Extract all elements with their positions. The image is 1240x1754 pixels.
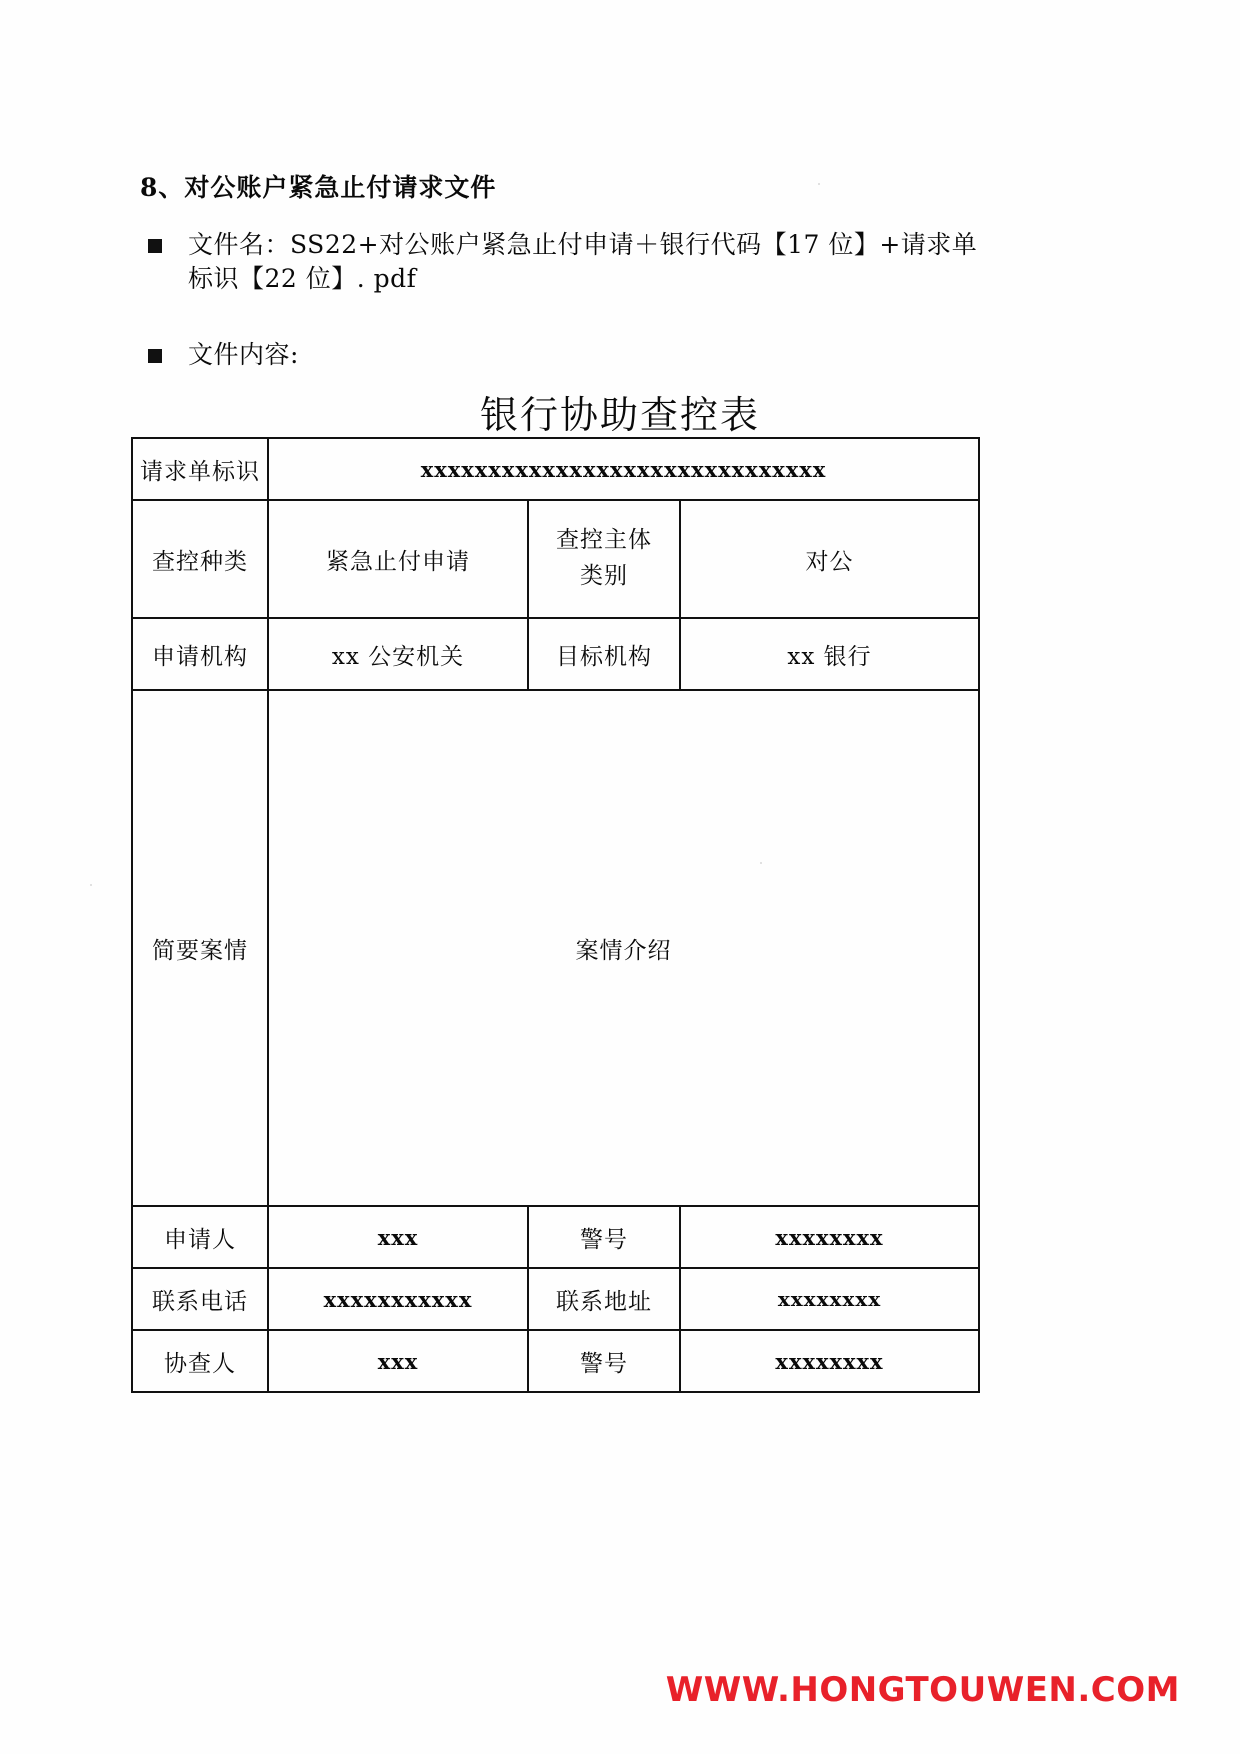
cell-value-target-org: xx 银行 — [680, 618, 979, 690]
cell-label-police-id-2: 警号 — [528, 1330, 680, 1392]
bullet-item-filename — [148, 228, 978, 296]
cell-value-applicant-org: xx 公安机关 — [268, 618, 528, 690]
cell-label-applicant-org: 申请机构 — [132, 618, 268, 690]
table-row — [132, 438, 979, 500]
table-row — [132, 1206, 979, 1268]
cell-label-subject-category — [528, 500, 680, 618]
bullet-item-content — [148, 338, 299, 372]
table-row — [132, 618, 979, 690]
cell-value-contact-address: xxxxxxxx — [680, 1268, 979, 1330]
scan-speck — [760, 862, 762, 864]
bullet-filename-text: 文件名：SS22+对公账户紧急止付申请＋银行代码【17 位】+请求单标识【22 位】. pdf — [188, 230, 978, 293]
cell-value-assisting-officer: xxx — [268, 1330, 528, 1392]
scan-speck — [818, 183, 820, 185]
cell-value-applicant: xxx — [268, 1206, 528, 1268]
cell-value-police-id-1: xxxxxxxx — [680, 1206, 979, 1268]
cell-label-target-org: 目标机构 — [528, 618, 680, 690]
section-heading: 8、对公账户紧急止付请求文件 — [140, 173, 497, 202]
square-bullet-icon — [148, 239, 162, 253]
cell-label-case-summary: 简要案情 — [132, 690, 268, 1206]
cell-label-inquiry-type: 查控种类 — [132, 500, 268, 618]
table-row — [132, 690, 979, 1206]
cell-label-contact-phone: 联系电话 — [132, 1268, 268, 1330]
cell-value-case-summary: 案情介绍 — [268, 690, 979, 1206]
cell-label-assisting-officer: 协查人 — [132, 1330, 268, 1392]
table-row — [132, 1330, 979, 1392]
cell-label-request-id: 请求单标识 — [132, 438, 268, 500]
square-bullet-icon — [148, 349, 162, 363]
cell-label-applicant: 申请人 — [132, 1206, 268, 1268]
bullet-content-text: 文件内容: — [188, 340, 299, 369]
cell-value-request-id: xxxxxxxxxxxxxxxxxxxxxxxxxxxxxx — [268, 438, 979, 500]
bank-assistance-form-table — [131, 437, 980, 1393]
table-row — [132, 500, 979, 618]
cell-value-inquiry-type: 紧急止付申请 — [268, 500, 528, 618]
table-row — [132, 1268, 979, 1330]
cell-label-subject-category-line1: 查控主体 — [556, 527, 652, 554]
cell-value-police-id-2: xxxxxxxx — [680, 1330, 979, 1392]
cell-value-subject-category: 对公 — [680, 500, 979, 618]
cell-label-contact-address: 联系地址 — [528, 1268, 680, 1330]
scan-speck — [90, 884, 92, 886]
cell-label-police-id-1: 警号 — [528, 1206, 680, 1268]
site-watermark: WWW.HONGTOUWEN.COM — [665, 1670, 1180, 1710]
cell-value-contact-phone: xxxxxxxxxxx — [268, 1268, 528, 1330]
page-title: 银行协助查控表 — [479, 393, 760, 437]
cell-label-subject-category-line2: 类别 — [580, 563, 628, 589]
